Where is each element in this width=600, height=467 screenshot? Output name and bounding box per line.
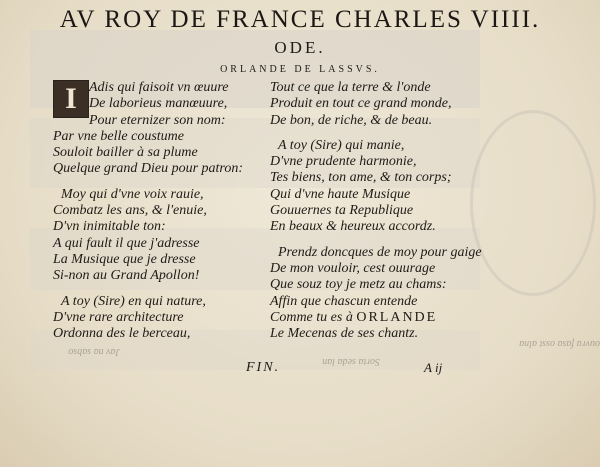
verse-line: Prendz doncques de moy pour gaige — [278, 244, 482, 260]
verse-line — [270, 310, 530, 326]
poem-right-column — [270, 80, 530, 342]
verse-line: D'vn inimitable ton: — [53, 219, 166, 235]
verse-line: Souloit bailler à sa plume — [53, 145, 198, 161]
drop-cap-initial: I — [53, 80, 89, 118]
page-title: AV ROY DE FRANCE CHARLES VIIII. — [59, 6, 541, 33]
verse-line: Produit en tout ce grand monde, — [270, 96, 452, 112]
verse-line: D'vne rare architecture — [53, 309, 184, 325]
verse-line: Moy qui d'vne voix rauie, — [61, 186, 204, 202]
bleed-through-text: Jav na sabso — [68, 346, 120, 357]
verse-line: Ordonna des le berceau, — [53, 326, 191, 342]
signature-mark: A ij — [424, 360, 443, 375]
verse-line: Si-non au Grand Apollon! — [53, 268, 200, 284]
verse-line: Tout ce que la terre & l'onde — [270, 80, 431, 95]
verse-line-text: Comme tu es à — [270, 309, 357, 325]
poem-left-column — [53, 80, 268, 342]
verse-line: Affin que chascun entende — [270, 293, 418, 309]
verse-line: Gouuernes ta Republique — [270, 203, 414, 219]
verse-line: Quelque grand Dieu pour patron: — [53, 161, 244, 177]
verse-line: A qui fault il que j'adresse — [53, 235, 200, 251]
verse-line: Le Mecenas de ses chantz. — [270, 326, 419, 342]
verse-line: Que souz toy je metz au chams: — [270, 277, 447, 293]
verse-line: La Musique que je dresse — [53, 251, 196, 267]
verse-line: Qui d'vne haute Musique — [270, 186, 411, 202]
orlande-name: ORLANDE — [356, 309, 438, 325]
verse-line: En beaux & heureux accordz. — [270, 219, 436, 235]
verse-line: De laborieus manœuure, — [89, 96, 228, 112]
verse-line: Combatz les ans, & l'enuie, — [53, 203, 207, 219]
ode-heading: ODE. — [274, 38, 326, 57]
verse-line: Par vne belle coustume — [53, 128, 185, 144]
verse-line: A toy (Sire) qui manie, — [278, 137, 405, 153]
verse-line: De mon vouloir, cest ouurage — [270, 260, 436, 276]
verse-line: D'vne prudente harmonie, — [270, 154, 417, 170]
composer-name: ORLANDE DE LASSVS. — [220, 64, 380, 75]
verse-line: De bon, de riche, & de beau. — [270, 112, 433, 128]
verse-line: A toy (Sire) en qui nature, — [61, 293, 206, 309]
bleed-through-text: ouvra fasa osst alna — [519, 338, 600, 349]
bleed-through-text: Sorta seda lan — [322, 356, 380, 367]
verse-line: Pour eternizer son nom: — [89, 112, 226, 128]
verse-line: Tes biens, ton ame, & ton corps; — [270, 170, 452, 186]
fin-mark: FIN. — [246, 360, 281, 375]
verse-line: Adis qui faisoit vn œuure — [89, 80, 229, 95]
